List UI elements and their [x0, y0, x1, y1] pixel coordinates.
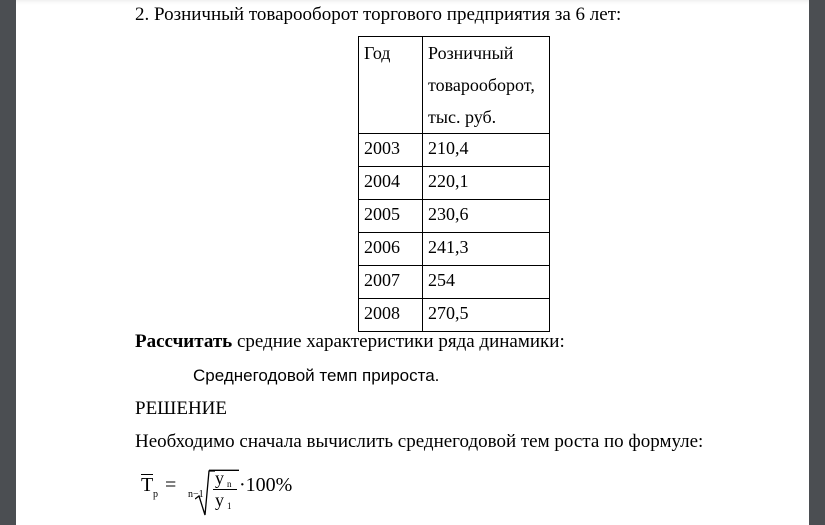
table-row [359, 167, 550, 200]
header-year: Год [359, 37, 423, 134]
formula-overline [141, 474, 153, 475]
cell-value: 270,5 [423, 299, 550, 332]
cell-value: 210,4 [423, 134, 550, 167]
cell-year: 2004 [359, 167, 423, 200]
table-row [359, 200, 550, 233]
header-turnover-line: товарооборот, [428, 75, 535, 95]
table-row [359, 134, 550, 167]
formula-lhs-subscript: р [153, 489, 158, 500]
table-row [359, 266, 550, 299]
formula-denominator: y [215, 490, 224, 510]
cell-value: 254 [423, 266, 550, 299]
formula-denominator-subscript: 1 [227, 501, 232, 511]
problem-title: 2. Розничный товарооборот торгового предприятия за 6 лет: [135, 4, 622, 25]
cell-year: 2006 [359, 233, 423, 266]
cell-value: 220,1 [423, 167, 550, 200]
cell-value: 230,6 [423, 200, 550, 233]
turnover-table [358, 36, 550, 332]
solution-heading: РЕШЕНИЕ [135, 398, 227, 419]
task-text: средние характеристики ряда динамики: [232, 331, 565, 352]
table-header-row [359, 37, 550, 134]
cell-year: 2005 [359, 200, 423, 233]
formula-lhs: T [141, 474, 154, 496]
radical-sign-icon [195, 469, 215, 517]
table-row [359, 299, 550, 332]
task-statement [135, 331, 565, 353]
growth-rate-formula [135, 465, 305, 521]
formula-multiplier: ·100% [239, 474, 293, 496]
table-row [359, 233, 550, 266]
cell-value: 241,3 [423, 233, 550, 266]
task-keyword: Рассчитать [135, 331, 233, 352]
header-turnover-line: тыс. руб. [428, 107, 497, 127]
header-turnover [423, 37, 550, 134]
header-turnover-line: Розничный [428, 43, 514, 63]
solution-instruction: Необходимо сначала вычислить среднегодовой тем роста по формуле: [135, 431, 704, 452]
formula-numerator: y [215, 468, 224, 488]
formula-equals: = [165, 474, 177, 496]
formula-numerator-subscript: n [227, 479, 232, 489]
document-page [16, 0, 809, 525]
formula-root-index: n−1 [188, 489, 204, 500]
cell-year: 2008 [359, 299, 423, 332]
cell-year: 2007 [359, 266, 423, 299]
task-item: Среднегодовой темп прироста. [193, 366, 440, 385]
cell-year: 2003 [359, 134, 423, 167]
